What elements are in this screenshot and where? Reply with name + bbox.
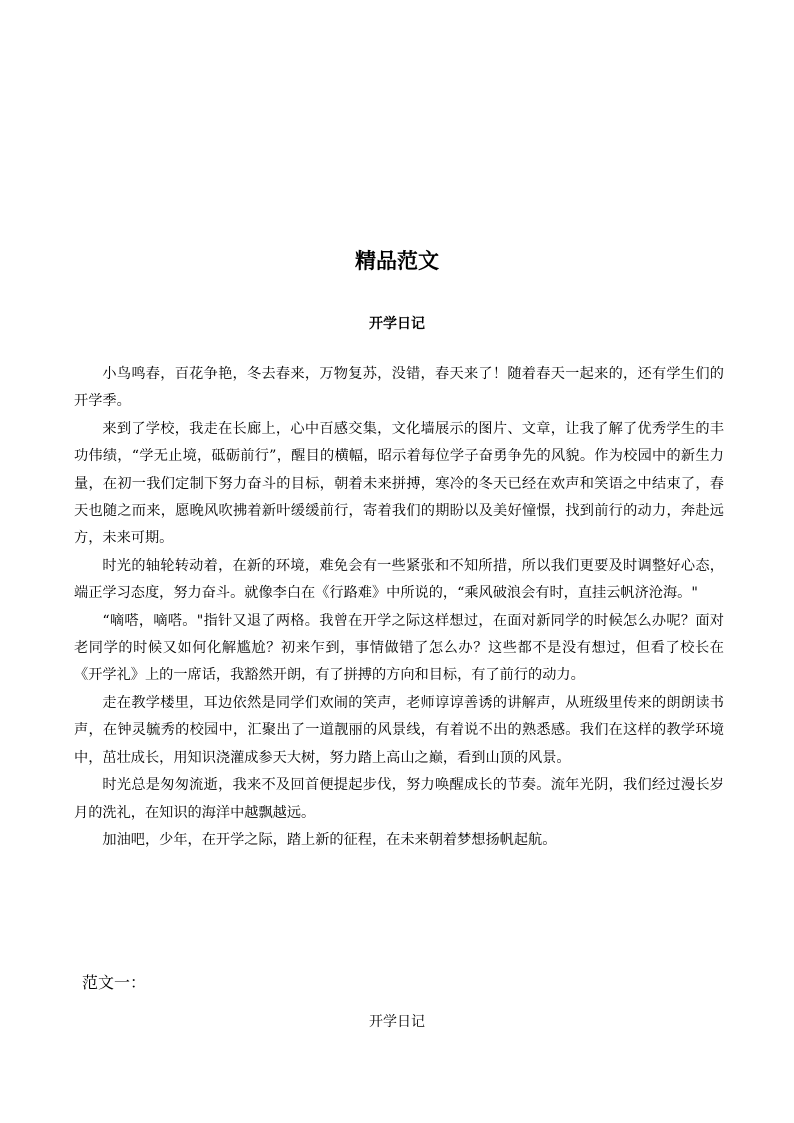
sample-heading: 范文一：: [82, 973, 147, 992]
paragraph-4: “嘀嗒，嘀嗒。"指针又退了两格。我曾在开学之际这样想过，在面对新同学的时候怎么办呢？面对老同学的时候又如何化解尴尬？初来乍到，事情做错了怎么办？这些都不是没有想过，但看了校长在《开学礼》上的一席话，我豁然开朗，有了拼搏的方向和目标，有了前行的动力。: [74, 612, 724, 684]
paragraph-7: 加油吧，少年，在开学之际，踏上新的征程，在未来朝着梦想扬帆起航。: [102, 831, 557, 848]
sample-title: 开学日记: [369, 1014, 425, 1030]
paragraph-2: 来到了学校，我走在长廊上，心中百感交集，文化墙展示的图片、文章，让我了解了优秀学生的丰功伟绩，“学无止境，砥砺前行”，醒目的横幅，昭示着每位学子奋勇争先的风貌。作为校园中的新生力量，在初一我们定制下努力奋斗的目标，朝着未来拼搏，寒冷的冬天已经在欢声和笑语之中结束了，春天也随之而来，愿晚风吹拂着新叶缓缓前行，寄着我们的期盼以及美好憧憬，找到前行的动力，奔赴远方，未来可期。: [74, 420, 724, 547]
paragraph-1: 小鸟鸣春，百花争艳，冬去春来，万物复苏，没错，春天来了！随着春天一起来的，还有学生们的开学季。: [74, 366, 724, 410]
paragraph-6: 时光总是匆匆流逝，我来不及回首便提起步伐，努力唤醒成长的节奏。流年光阴，我们经过漫长岁月的洗礼，在知识的海洋中越飘越远。: [74, 777, 724, 821]
page-title: 精品范文: [355, 249, 439, 273]
article-title: 开学日记: [369, 316, 425, 332]
article-body: [74, 361, 724, 854]
paragraph-3: 时光的轴轮转动着，在新的环境，难免会有一些紧张和不知所措，所以我们更要及时调整好心态，端正学习态度，努力奋斗。就像李白在《行路难》中所说的，“乘风破浪会有时，直挂云帆济沧海。": [74, 557, 724, 602]
paragraph-5: 走在教学楼里，耳边依然是同学们欢闹的笑声，老师谆谆善诱的讲解声，从班级里传来的朗朗读书声，在钟灵毓秀的校园中，汇聚出了一道靓丽的风景线，有着说不出的熟悉感。我们在这样的教学环境中，茁壮成长，用知识浇灌成参天大树，努力踏上高山之巅，看到山顶的风景。: [74, 694, 724, 766]
